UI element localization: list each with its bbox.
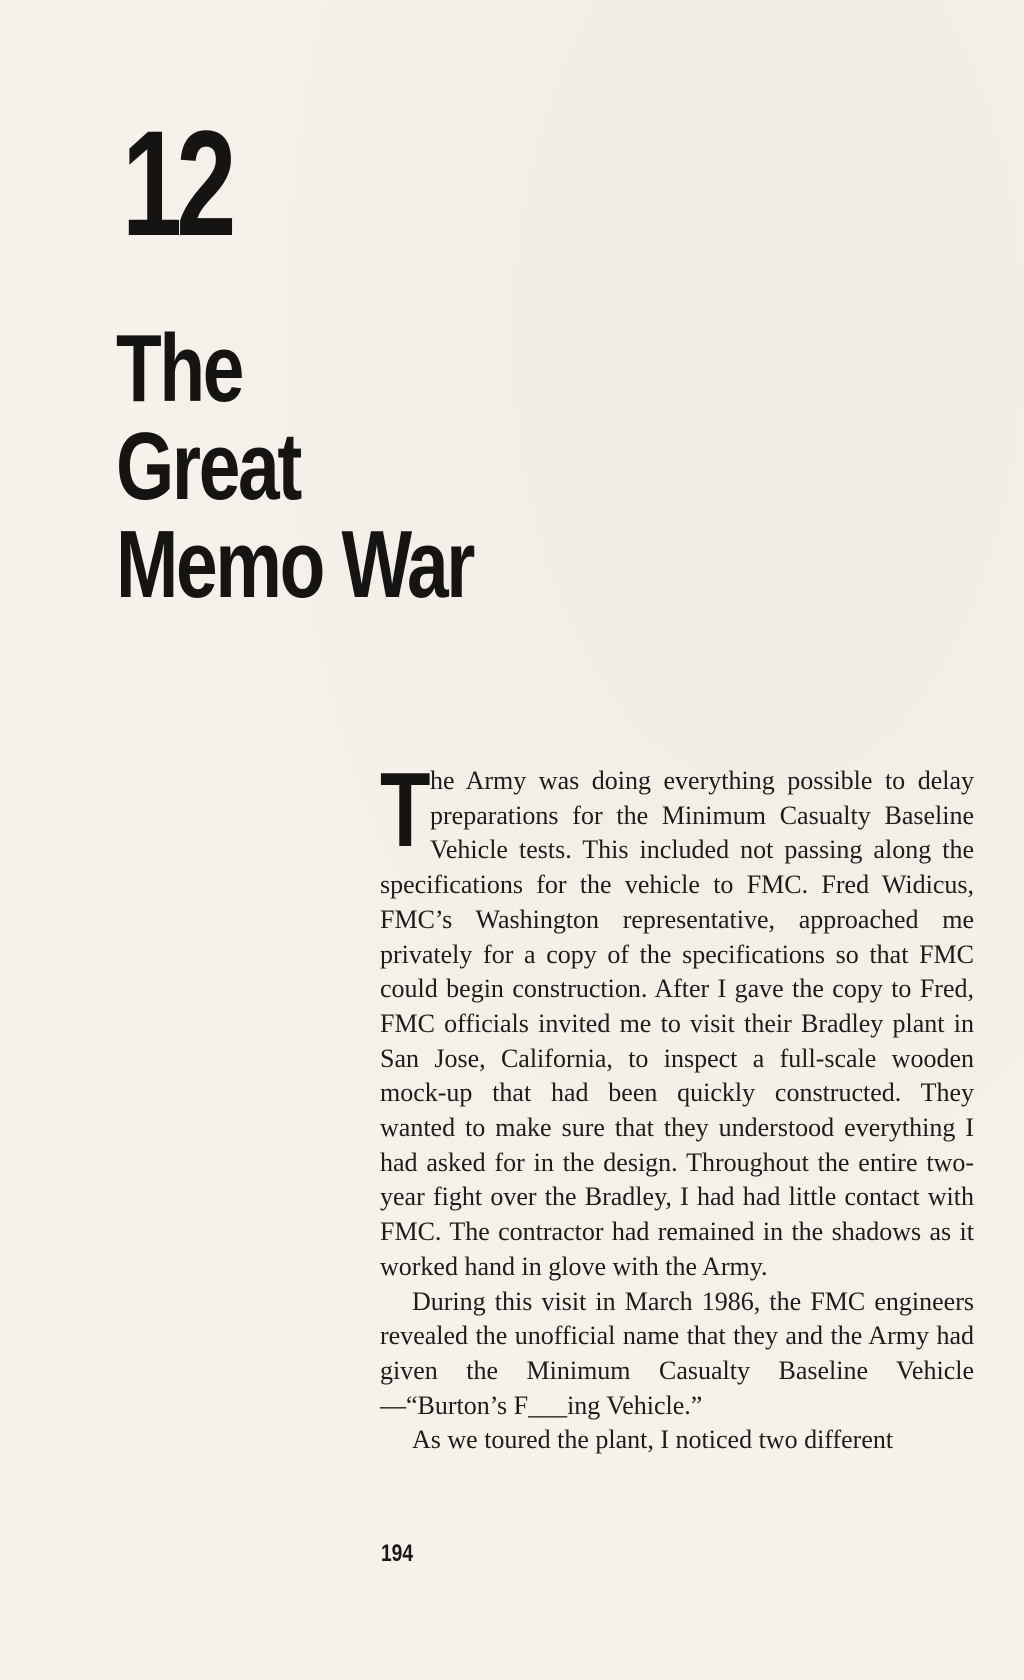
chapter-number: 12 <box>122 99 231 267</box>
body-text <box>380 751 974 1458</box>
page-number: 194 <box>381 1540 414 1567</box>
paragraph <box>380 751 974 1285</box>
drop-cap: T <box>380 751 431 869</box>
paragraph: As we toured the plant, I noticed two different <box>412 1425 894 1455</box>
chapter-title-line: Memo War <box>116 511 474 618</box>
chapter-title-line: Great <box>116 413 300 520</box>
paragraph-text: he Army was doing everything possible to delay preparations for the Minimum Casualty Baseline Vehicle tests. This included not passing along the specifications for the vehicle to FMC. Fred Widicus, FMC’s Washington representative, approached me privately for a copy of the specifications so that FMC could begin construction. After I gave the copy to Fred, FMC officials invited me to visit their Bradley plant in San Jose, California, to inspect a full-scale wooden mock-up that had been quickly constructed. They wanted to make sure that they understood everything I had asked for in the design. Throughout the entire two-year fight over the Bradley, I had had little contact with FMC. The contractor had remained in the shadows as it worked hand in glove with the Army. <box>380 766 974 1281</box>
chapter-title <box>116 315 474 618</box>
paragraph: During this visit in March 1986, the FMC engineers revealed the unofficial name that they and the Army had given the Minimum Casualty Baseline Vehicle—“Burton’s F___ing Vehicle.” <box>380 1286 974 1420</box>
chapter-title-line: The <box>116 315 243 422</box>
